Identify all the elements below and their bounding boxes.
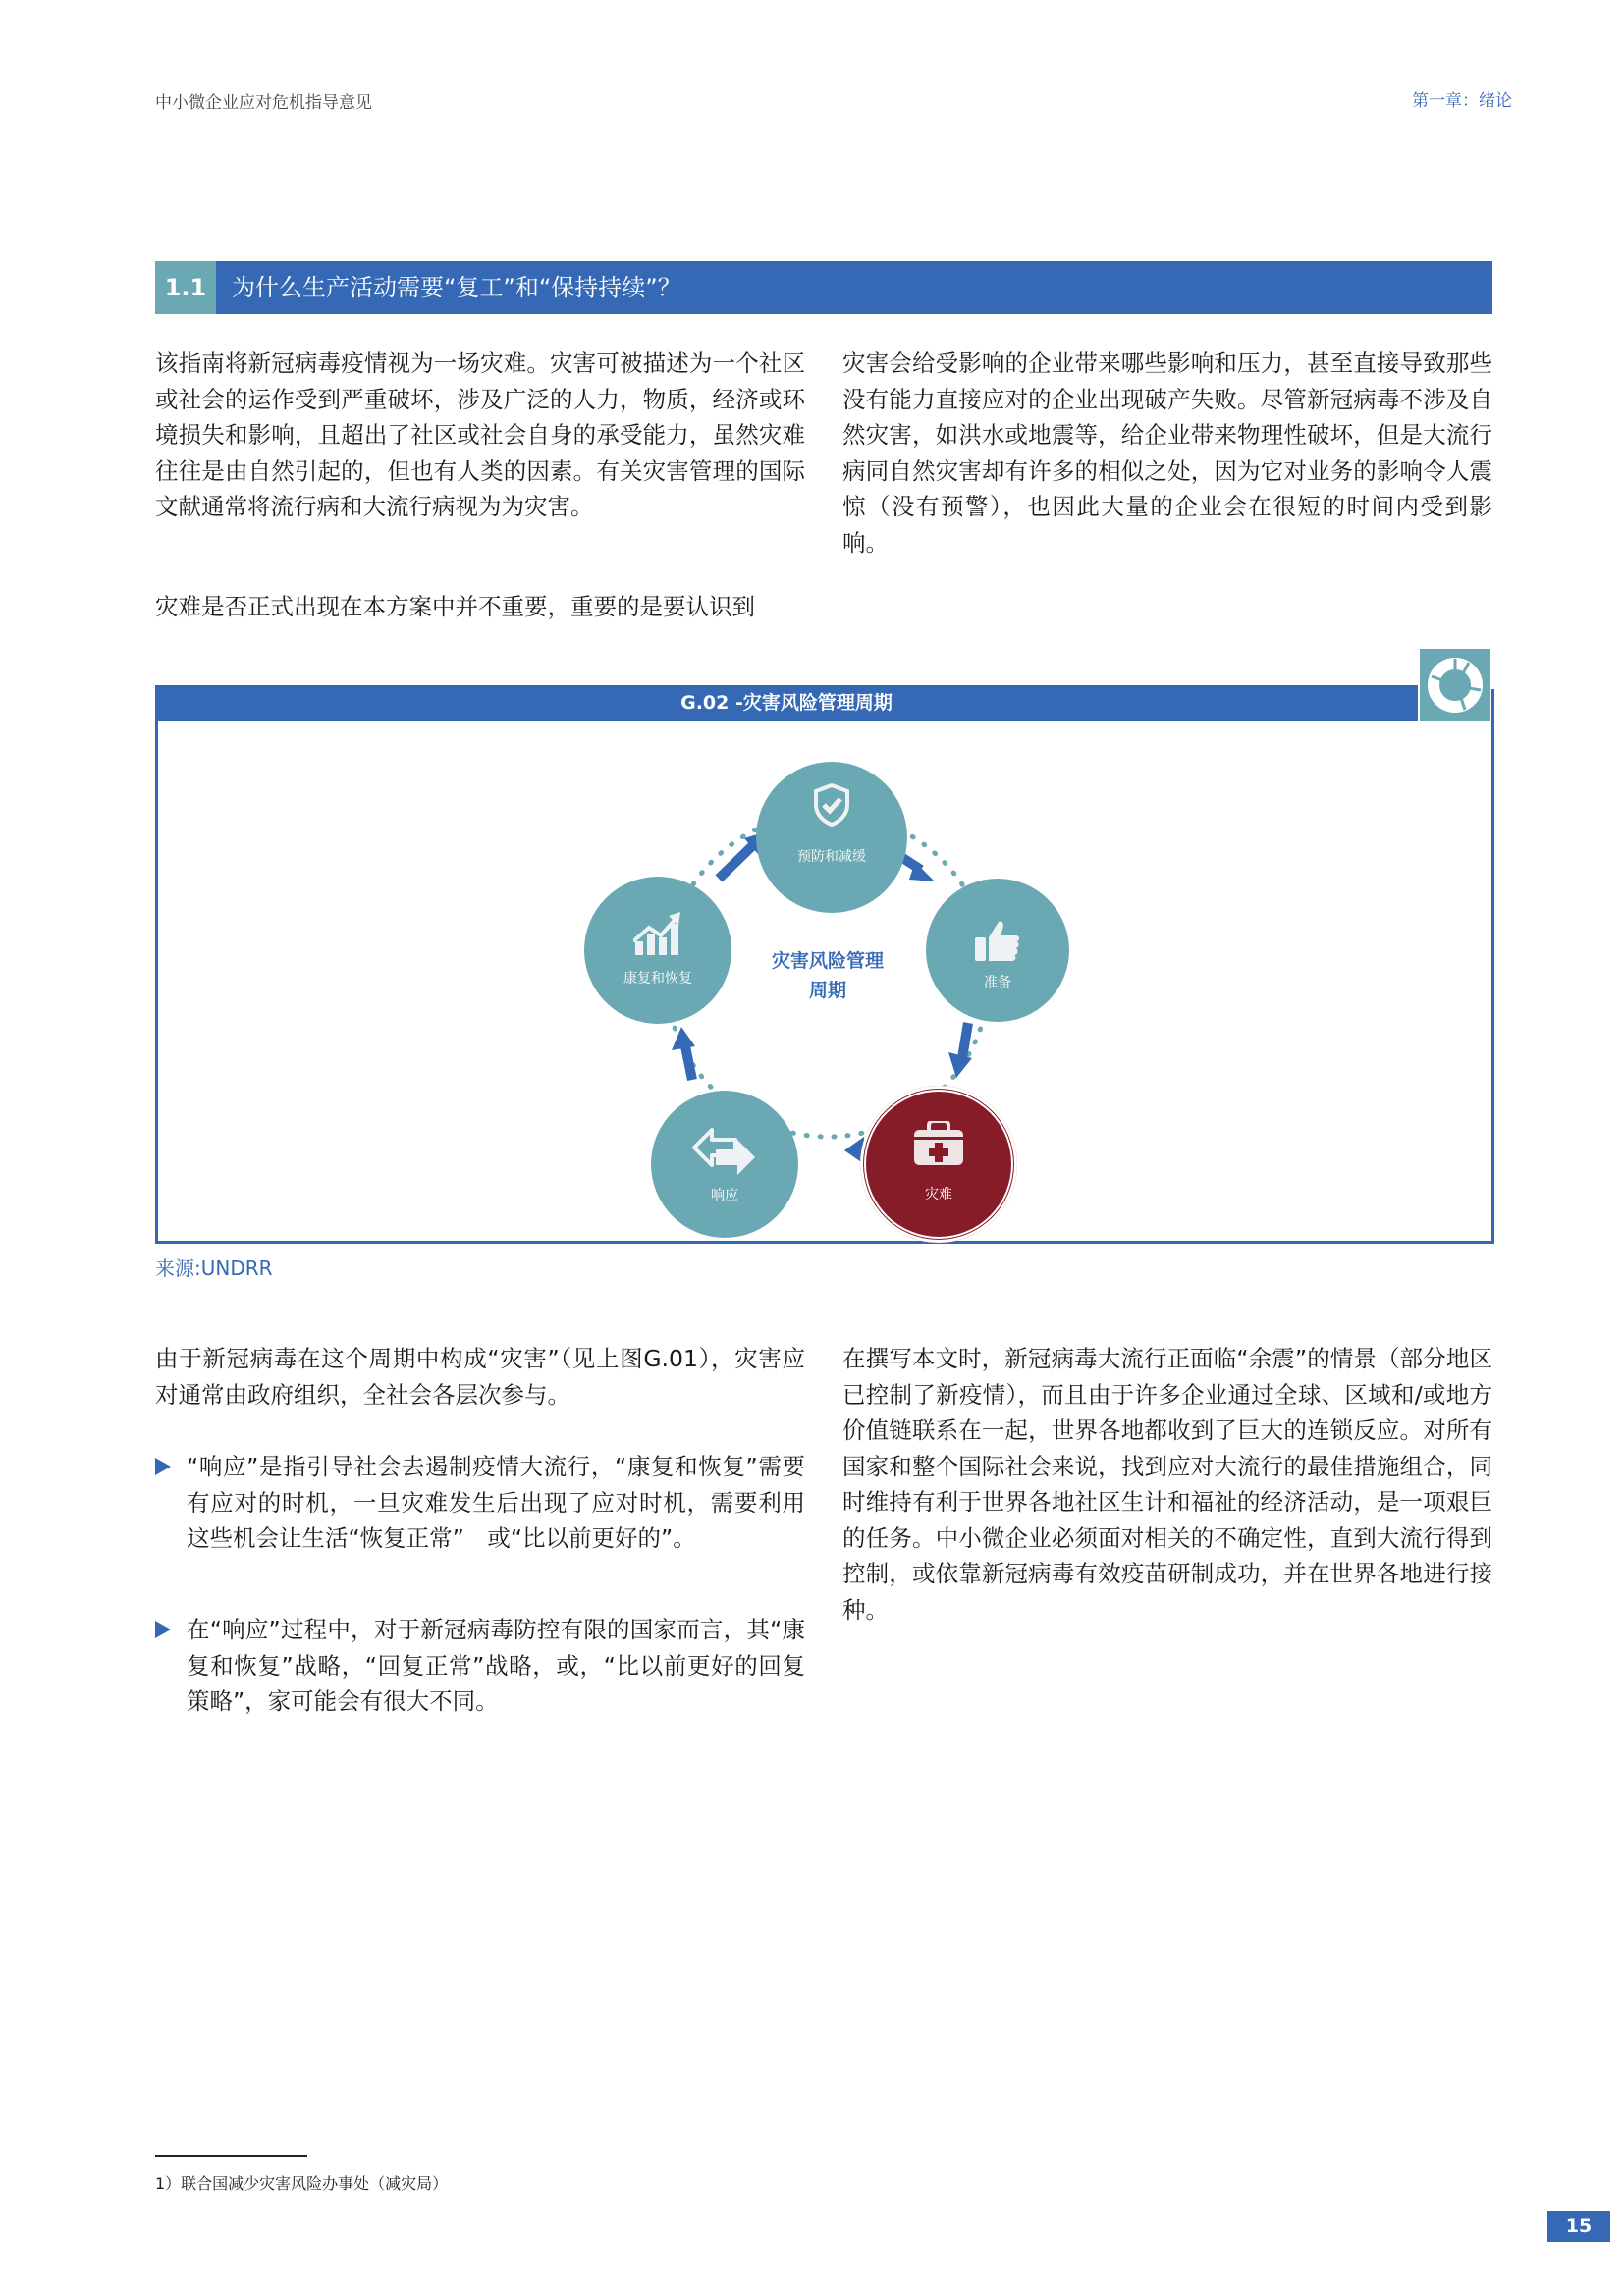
thumbs-up-icon xyxy=(973,918,1022,963)
stage-label: 准备 xyxy=(984,975,1011,990)
stage-label: 响应 xyxy=(711,1188,738,1203)
body-left-paragraph-1: 由于新冠病毒在这个周期中构成“灾害”（见上图G.01），灾害应对通常由政府组织，全社会各层次参与。 xyxy=(155,1345,805,1409)
bullet-triangle-icon xyxy=(155,1458,171,1475)
stage-disaster xyxy=(860,1086,1017,1243)
bullet-item-1 xyxy=(155,1449,805,1596)
intro-right-paragraph-1: 灾害会给受影响的企业带来哪些影响和压力，甚至直接导致那些没有能力直接应对的企业出现破产失败。尽管新冠病毒不涉及自然灾害，如洪水或地震等，给企业带来物理性破坏，但是大流行病同自然灾害却有许多的相似之处，因为它对业务的影响令人震惊（没有预警），也因此大量的企业会在很短的时间内受到影响。 xyxy=(842,349,1492,557)
stage-label: 康复和恢复 xyxy=(623,971,692,987)
bullet-text: 在“响应”过程中，对于新冠病毒防控有限的国家而言，其“康复和恢复”战略，“回复正常”战略，或，“比以前更好的回复策略”，家可能会有很大不同。 xyxy=(187,1616,805,1715)
footnote: 1）联合国减少灾害风险办事处（减灾局） xyxy=(155,2174,449,2193)
intro-left-paragraph-2: 灾难是否正式出现在本方案中并不重要，重要的是要认识到 xyxy=(155,593,755,620)
body-right-paragraph-1: 在撰写本文时，新冠病毒大流行正面临“余震”的情景（部分地区已控制了新疫情），而且由于许多企业通过全球、区域和/或地方价值链联系在一起，世界各地都收到了巨大的连锁反应。对所有国家和整个国际社会来说，找到应对大流行的最佳措施组合，同时维持有利于世界各地社区生计和福祉的经济活动，是一项艰巨的任务。中小微企业必须面对相关的不确定性，直到大流行得到控制，或依靠新冠病毒有效疫苗研制成功，并在世界各地进行接种。 xyxy=(842,1345,1492,1624)
stage-recovery xyxy=(584,877,731,1024)
bullet-item-2 xyxy=(155,1612,805,1759)
section-number: 1.1 xyxy=(155,261,216,314)
center-label-line-2: 周期 xyxy=(808,980,846,1001)
stage-response xyxy=(651,1091,798,1238)
first-aid-kit-icon xyxy=(913,1121,964,1166)
section-title: 为什么生产活动需要“复工”和“保持持续”？ xyxy=(232,274,681,301)
page-number: 15 xyxy=(1547,2211,1610,2242)
section-heading-bar xyxy=(155,261,1492,314)
chapter-label: 第一章：绪论 xyxy=(1412,91,1512,111)
stage-label: 预防和减缓 xyxy=(797,849,866,865)
bullet-text: “响应”是指引导社会去遏制疫情大流行，“康复和恢复”需要有应对的时机，一旦灾难发生后出现了应对时机，需要利用这些机会让生活“恢复正常” 或“比以前更好的”。 xyxy=(187,1453,805,1552)
growth-chart-icon xyxy=(633,912,682,955)
exchange-arrows-icon xyxy=(690,1126,759,1177)
intro-left-paragraph-1: 该指南将新冠病毒疫情视为一场灾难。灾害可被描述为一个社区或社会的运作受到严重破坏，涉及广泛的人力，物质，经济或环境损失和影响，且超出了社区或社会自身的承受能力，虽然灾难往往是由自然引起的，但也有人类的因素。有关灾害管理的国际文献通常将流行病和大流行病视为为灾害。 xyxy=(155,349,805,520)
cycle-center-label xyxy=(746,946,909,1005)
footnote-divider xyxy=(155,2155,307,2157)
center-label-line-1: 灾害风险管理 xyxy=(771,950,884,972)
stage-prevention-mitigation xyxy=(756,762,907,913)
stage-label: 灾难 xyxy=(925,1187,952,1202)
running-title: 中小微企业应对危机指导意见 xyxy=(155,93,372,113)
figure-title: G.02 -灾害风险管理周期 xyxy=(155,685,1418,721)
figure-source: 来源:UNDRR xyxy=(155,1256,273,1280)
stage-preparation xyxy=(926,879,1069,1022)
shield-check-icon xyxy=(813,783,850,827)
bullet-triangle-icon xyxy=(155,1621,171,1638)
pie-cycle-icon xyxy=(1420,649,1490,721)
